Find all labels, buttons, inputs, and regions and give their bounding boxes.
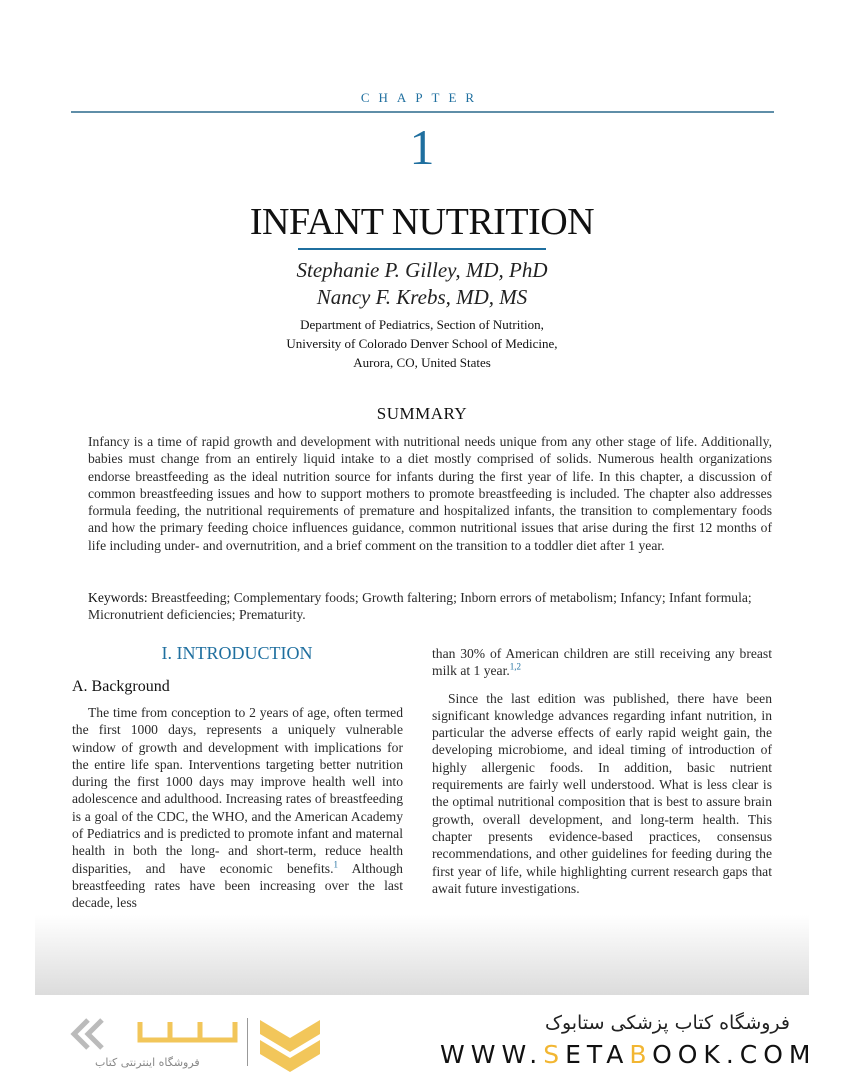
logo-divider	[247, 1018, 248, 1066]
title-divider	[298, 248, 546, 250]
summary-heading: SUMMARY	[376, 404, 468, 423]
url-part: B	[629, 1040, 653, 1069]
url-part: ETA	[565, 1040, 630, 1069]
chapter-number: 1	[409, 119, 435, 175]
shop-name: فروشگاه کتاب پزشکی ستابوک	[544, 1012, 790, 1034]
page-bottom-fade	[35, 915, 809, 995]
affiliation-line: Department of Pediatrics, Section of Nutrition,	[300, 317, 544, 332]
chapter-label: CHAPTER	[360, 90, 484, 105]
author-1: Stephanie P. Gilley, MD, PhD	[296, 258, 548, 282]
keywords	[88, 589, 772, 624]
paragraph-text: Although breastfeeding rates have been increasing over the last decade, less	[72, 860, 403, 911]
section-heading: I. INTRODUCTION	[161, 643, 313, 663]
left-column-text	[72, 704, 403, 912]
logo-tagline: فروشگاه اینترنتی کتاب	[95, 1056, 200, 1069]
author-2: Nancy F. Krebs, MD, MS	[316, 285, 528, 309]
url-part: OOK.COM	[652, 1040, 817, 1069]
url-part: S	[543, 1040, 566, 1069]
chapter-title: INFANT NUTRITION	[249, 201, 595, 243]
reference-link[interactable]: 1	[333, 859, 338, 870]
keywords-label: Keywords:	[88, 590, 148, 605]
url-part: WWW.	[440, 1040, 544, 1069]
summary-text: Infancy is a time of rapid growth and development with nutritional needs unique from any other stage of life. Additionally, babies must change from an entirely liquid intake to a diet mostly comprised of solids. Numerous health organizations endorse breastfeeding as the ideal nutrition source for infants during the first year of life. In this chapter, a discussion of common breastfeeding issues and how to support mothers to promote breastfeeding is included. The chapter also addresses formula feeding, the nutritional requirements of premature and hospitalized infants, the transition to complementary foods and how the primary feeding choice influences guidance, common nutritional issues that arise during the first 12 months of life including under- and overnutrition, and a brief comment on the transition to a toddler diet after 1 year.	[88, 434, 772, 553]
chapter-divider	[71, 111, 774, 113]
affiliation-line: Aurora, CO, United States	[353, 355, 491, 370]
subsection-heading: A. Background	[72, 678, 170, 695]
double-chevron-icon	[74, 1020, 102, 1048]
keywords-list: Breastfeeding; Complementary foods; Growth faltering; Inborn errors of metabolism; Infancy; Infant formula; Micronutrient deficiencies; Prematurity.	[88, 590, 752, 623]
chevron-logo-icon	[260, 1020, 320, 1072]
logo-wordmark-icon	[140, 1022, 235, 1040]
affiliation-line: University of Colorado Denver School of Medicine,	[286, 336, 558, 351]
paragraph-text: than 30% of American children are still receiving any breast milk at 1 year.	[432, 646, 772, 679]
reference-link[interactable]: 1,2	[509, 661, 522, 672]
paragraph-text: The time from conception to 2 years of age, often termed the first 1000 days, represents a uniquely vulnerable window of growth and development with implications for the entire life span. Interventions targeting better nutrition during the first 1000 days may improve health well into adolescence and adulthood. Increasing rates of breastfeeding is a goal of the CDC, the WHO, and the American Academy of Pediatrics and is predicted to promote infant and maternal health in both the long- and short-term, reduce health disparities, and have economic benefits.	[72, 705, 403, 876]
paragraph-text: Since the last edition was published, there have been significant knowledge advances regarding infant nutrition, in particular the adverse effects of early rapid weight gain, the developing microbiome, and ideal timing of introduction of highly allergenic foods. In addition, basic nutrient requirements are fairly well understood. What is less clear is the optimal nutritional composition that is best to assure brain growth, overall development, and long-term health. This chapter presents evidence-based practices, consensus recommendations, and other guidelines for feeding during the first year of life, while highlighting current research gaps that await future investigations.	[432, 690, 772, 896]
shop-url[interactable]	[440, 1040, 817, 1069]
right-column-text	[432, 645, 772, 907]
